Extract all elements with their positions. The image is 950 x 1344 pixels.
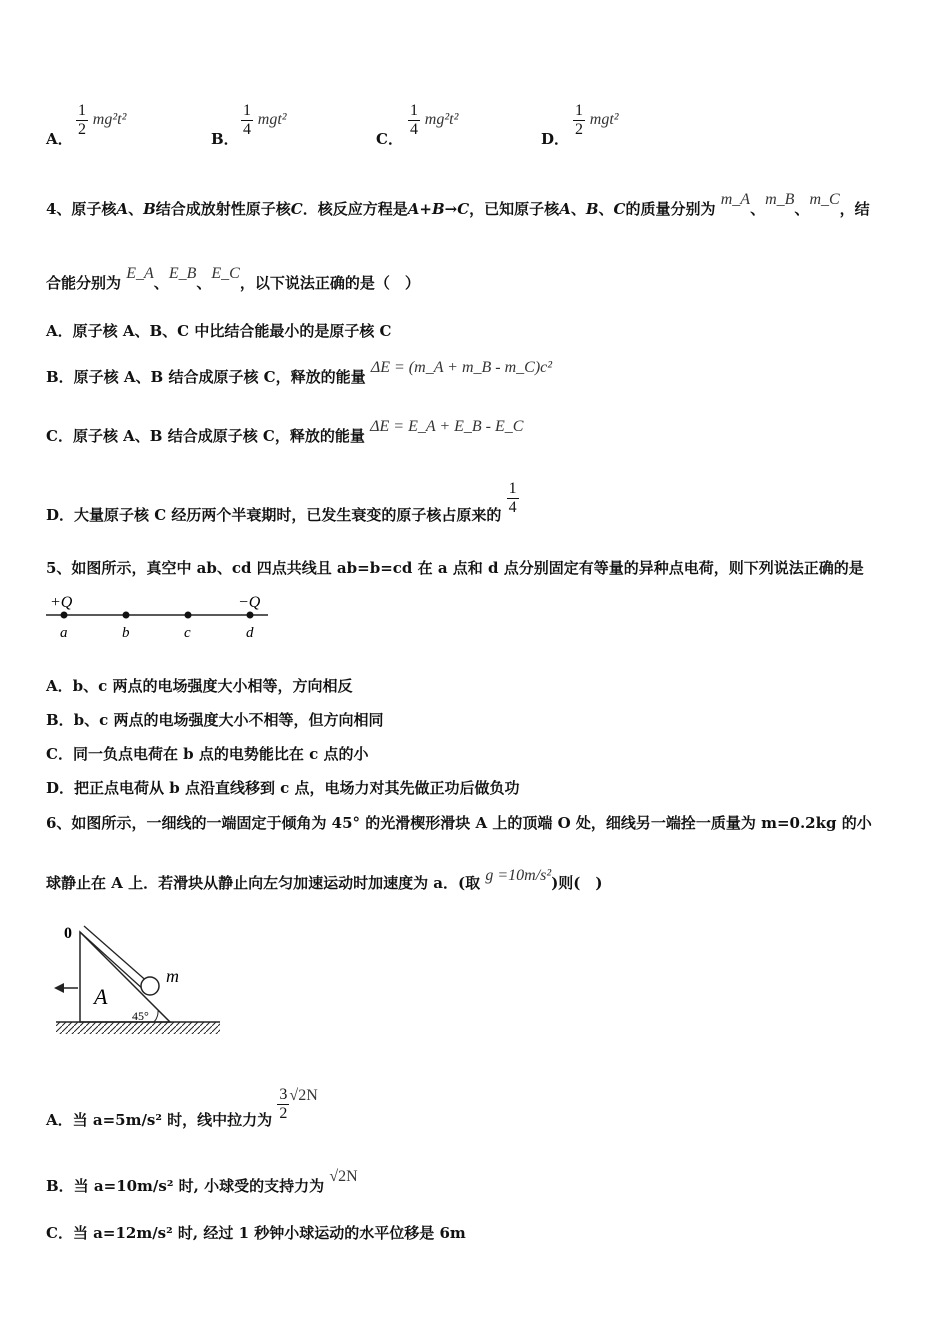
label-b: b bbox=[122, 625, 130, 641]
ball-icon bbox=[141, 977, 159, 995]
q5-option-b[interactable]: B．b、c 两点的电场强度大小不相等，但方向相同 bbox=[46, 711, 384, 729]
option-label: A． bbox=[46, 130, 73, 148]
ground-hatch bbox=[56, 1022, 220, 1034]
angle-label: 45° bbox=[132, 1009, 149, 1023]
point-b bbox=[123, 612, 130, 619]
fraction: $\frac{1}{4}$ bbox=[410, 102, 418, 138]
q4-stem-line1: 4、原子核A、B结合成放射性原子核C．核反应方程是A+B→C，已知原子核A、B、C的质量分别为 m_A、m_B、m_C，结 bbox=[46, 191, 870, 218]
charge-right-label: −Q bbox=[238, 594, 261, 611]
option-label: C． bbox=[376, 130, 403, 148]
fraction: $\frac{1}{2}$ bbox=[78, 102, 86, 138]
charge-left-label: +Q bbox=[50, 594, 73, 611]
point-d bbox=[247, 612, 254, 619]
string-line2 bbox=[84, 926, 150, 984]
q4-option-c[interactable]: C．原子核 A、B 结合成原子核 C，释放的能量 ΔE = E_A + E_B - E_C bbox=[46, 418, 524, 445]
angle-arc bbox=[154, 1010, 158, 1022]
q5-option-a[interactable]: A．b、c 两点的电场强度大小相等，方向相反 bbox=[46, 677, 353, 695]
q4-option-b[interactable]: B．原子核 A、B 结合成原子核 C，释放的能量 ΔE = (m_A + m_B - m_C)c² bbox=[46, 359, 553, 386]
q6-figure bbox=[50, 918, 230, 1040]
expression: mg²t² bbox=[92, 111, 127, 129]
q6-option-a[interactable]: A．当 a=5m/s² 时，线中拉力为 $\frac{3}{2}$ √2N bbox=[46, 1086, 318, 1130]
label-c: c bbox=[184, 625, 191, 641]
energy-b: E_B bbox=[168, 265, 197, 282]
point-a bbox=[61, 612, 68, 619]
q6-stem-line2: 球静止在 A 上．若滑块从静止向左匀加速运动时加速度为 a．(取 g =10m/s²)则( ) bbox=[46, 867, 603, 892]
expression: mgt² bbox=[257, 111, 287, 129]
q6-option-c[interactable]: C．当 a=12m/s² 时, 经过 1 秒钟小球运动的水平位移是 6m bbox=[46, 1224, 466, 1242]
label-a: a bbox=[60, 625, 68, 641]
arrow-left-icon bbox=[54, 983, 64, 993]
q4-option-d[interactable]: D．大量原子核 C 经历两个半衰期时，已发生衰变的原子核占原来的 $\frac{1}{4}$ bbox=[46, 480, 517, 525]
option-label: B． bbox=[211, 130, 239, 148]
q5-figure bbox=[40, 588, 280, 644]
q6-stem-line1: 6、如图所示，一细线的一端固定于倾角为 45° 的光滑楔形滑块 A 上的顶端 O 处，细线另一端拴一质量为 m=0.2kg 的小 bbox=[46, 814, 872, 832]
energy-c: E_C bbox=[211, 265, 240, 282]
g-formula: g =10m/s² bbox=[485, 867, 552, 884]
point-c bbox=[185, 612, 192, 619]
string-line1 bbox=[80, 932, 144, 990]
q4-stem-line2: 合能分别为 E_A、E_B、E_C，以下说法正确的是（ ） bbox=[46, 265, 420, 292]
expression: mgt² bbox=[589, 111, 619, 129]
energy-a: E_A bbox=[126, 265, 154, 282]
q5-stem: 5、如图所示，真空中 ab、cd 四点共线且 ab=b=cd 在 a 点和 d 点分别固定有等量的异种点电荷，则下列说法正确的是 bbox=[46, 559, 864, 577]
label-o: 0 bbox=[64, 925, 72, 942]
sqrt-value: √2N bbox=[329, 1168, 358, 1185]
q4-option-a[interactable]: A．原子核 A、B、C 中比结合能最小的是原子核 C bbox=[46, 322, 392, 340]
fraction: $\frac{3}{2}$ bbox=[279, 1086, 288, 1122]
formula-b: ΔE = (m_A + m_B - m_C)c² bbox=[370, 359, 553, 376]
formula-c: ΔE = E_A + E_B - E_C bbox=[370, 418, 524, 435]
fraction: $\frac{1}{2}$ bbox=[575, 102, 583, 138]
fraction: $\frac{1}{4}$ bbox=[243, 102, 251, 138]
expression: mg²t² bbox=[424, 111, 459, 129]
mass-a: m_A bbox=[720, 191, 751, 208]
mass-c: m_C bbox=[809, 191, 840, 208]
fraction: $\frac{1}{4}$ bbox=[508, 480, 517, 516]
label-m: m bbox=[166, 966, 179, 986]
mass-b: m_B bbox=[765, 191, 795, 208]
label-d: d bbox=[246, 625, 254, 641]
option-label: D． bbox=[541, 130, 570, 148]
label-a: A bbox=[94, 984, 108, 1009]
q5-option-d[interactable]: D．把正点电荷从 b 点沿直线移到 c 点，电场力对其先做正功后做负功 bbox=[46, 779, 520, 797]
q5-option-c[interactable]: C．同一负点电荷在 b 点的电势能比在 c 点的小 bbox=[46, 745, 369, 763]
sqrt-value: √2N bbox=[289, 1087, 318, 1105]
q6-option-b[interactable]: B．当 a=10m/s² 时, 小球受的支持力为 √2N bbox=[46, 1168, 358, 1195]
